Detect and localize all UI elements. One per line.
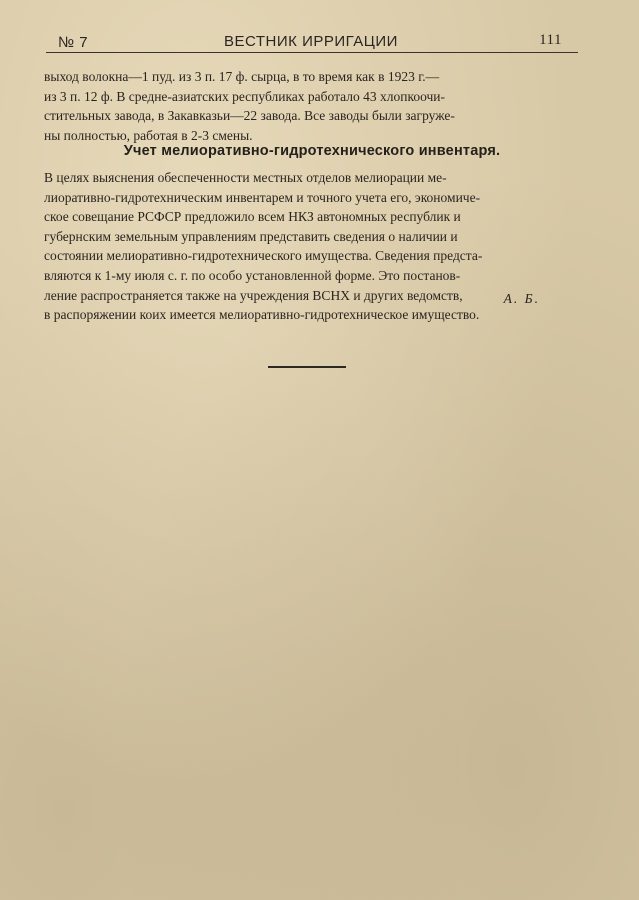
- issue-number: № 7: [58, 34, 89, 51]
- article-signature: А. Б.: [503, 291, 540, 306]
- running-header: [46, 32, 576, 54]
- page-number: 111: [539, 32, 562, 48]
- article-body-text: В целях выяснения обеспеченности местных отделов мелиорации ме- лиоративно-гидротехническим инвентарем и точного учета его, экономиче- ское совещание РСФСР предложило всем НКЗ автономных республик и губернским земельным управлениям представить сведения о наличии и состоянии мелиоративно-гидротехнического имущества. Сведения предста- вляются к 1-му июля с. г. по особо установленной форме. Это постанов- ление распространяется также на учреждения ВСНХ и других ведомств, в распоряжении коих имеется мелиоративно-гидротехническое имущество.: [44, 170, 483, 323]
- journal-title: ВЕСТНИК ИРРИГАЦИИ: [224, 33, 398, 50]
- section-divider: [268, 366, 346, 368]
- paragraph-text: выход волокна—1 пуд. из 3 п. 17 ф. сырца, в то время как в 1923 г.— из 3 п. 12 ф. В средне-азиатских республиках работало 43 хлопкоочи- стительных завода, в Закавказьи—22 завода. Все заводы были загруже- ны полностью, работая в 2-3 смены.: [44, 69, 455, 143]
- paragraph-continued: [44, 67, 580, 145]
- header-rule: [46, 52, 578, 53]
- article-heading: Учет мелиоративно-гидротехнического инвентаря.: [123, 143, 501, 159]
